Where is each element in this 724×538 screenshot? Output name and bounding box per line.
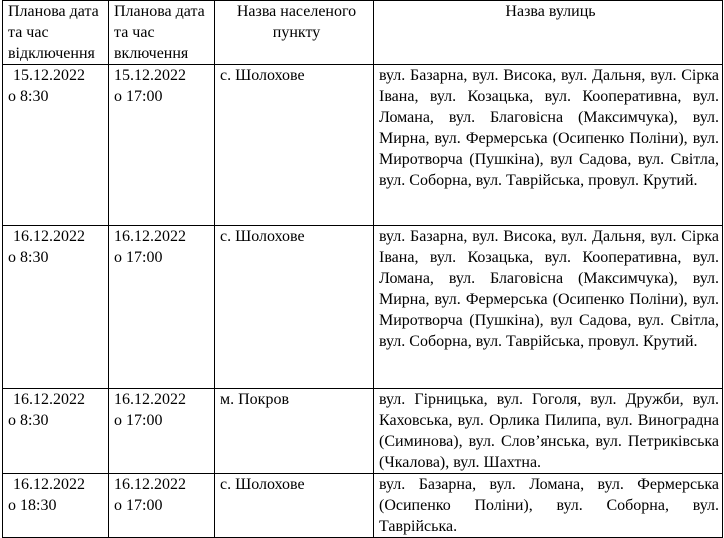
streets-cell: вул. Базарна, вул. Ломана, вул. Фермерська (Осипенко Поліни), вул. Соборна, вул. Таврійська. <box>374 474 723 538</box>
off-cell <box>3 389 109 474</box>
settlement-cell: с. Шолохове <box>215 65 374 226</box>
on-time: о 17:00 <box>114 412 163 429</box>
off-date: 16.12.2022 <box>13 391 85 408</box>
on-cell <box>109 65 215 226</box>
off-cell <box>3 65 109 226</box>
on-cell <box>109 474 215 538</box>
off-time: о 18:30 <box>8 497 57 514</box>
off-cell <box>3 226 109 389</box>
off-time: о 8:30 <box>8 249 49 266</box>
on-date: 16.12.2022 <box>114 391 186 408</box>
table-row <box>3 474 723 538</box>
off-date: 16.12.2022 <box>13 476 85 493</box>
header-settlement: Назва населеного пункту <box>215 1 374 65</box>
settlement-cell: с. Шолохове <box>215 474 374 538</box>
table-row <box>3 389 723 474</box>
header-off-time: Планова дата та час відключення <box>3 1 109 65</box>
off-cell <box>3 474 109 538</box>
on-time: о 17:00 <box>114 497 163 514</box>
streets-cell: вул. Базарна, вул. Висока, вул. Дальня, вул. Сірка Івана, вул. Козацька, вул. Кооперативна, вул. Ломана, вул. Благовісна (Максимчука), вул. Мирна, вул. Фермерська (Осипенко Поліни), вул. Миротворча (Пушкіна), вул Садова, вул. Світла, вул. Соборна, вул. Таврійська, провул. Крутий. <box>374 226 723 389</box>
on-cell <box>109 226 215 389</box>
settlement-cell: м. Покров <box>215 389 374 474</box>
streets-cell: вул. Гірницька, вул. Гоголя, вул. Дружби, вул. Каховська, вул. Орлика Пилипа, вул. Виноградна (Симинова), вул. Слов’янська, вул. Петриківська (Чкалова), вул. Шахтна. <box>374 389 723 474</box>
streets-cell: вул. Базарна, вул. Висока, вул. Дальня, вул. Сірка Івана, вул. Козацька, вул. Кооперативна, вул. Ломана, вул. Благовісна (Максимчука), вул. Мирна, вул. Фермерська (Осипенко Поліни), вул. Миротворча (Пушкіна), вул Садова, вул. Світла, вул. Соборна, вул. Таврійська, провул. Крутий. <box>374 65 723 226</box>
table-header-row <box>3 1 723 65</box>
off-date: 16.12.2022 <box>13 228 85 245</box>
off-time: о 8:30 <box>8 88 49 105</box>
on-time: о 17:00 <box>114 88 163 105</box>
off-date: 15.12.2022 <box>13 67 85 84</box>
on-date: 16.12.2022 <box>114 228 186 245</box>
header-on-time: Планова дата та час включення <box>109 1 215 65</box>
outage-schedule-table <box>2 0 723 538</box>
on-date: 16.12.2022 <box>114 476 186 493</box>
on-cell <box>109 389 215 474</box>
table-row <box>3 65 723 226</box>
table-row <box>3 226 723 389</box>
on-date: 15.12.2022 <box>114 67 186 84</box>
settlement-cell: с. Шолохове <box>215 226 374 389</box>
header-streets: Назва вулиць <box>374 1 723 65</box>
on-time: о 17:00 <box>114 249 163 266</box>
off-time: о 8:30 <box>8 412 49 429</box>
